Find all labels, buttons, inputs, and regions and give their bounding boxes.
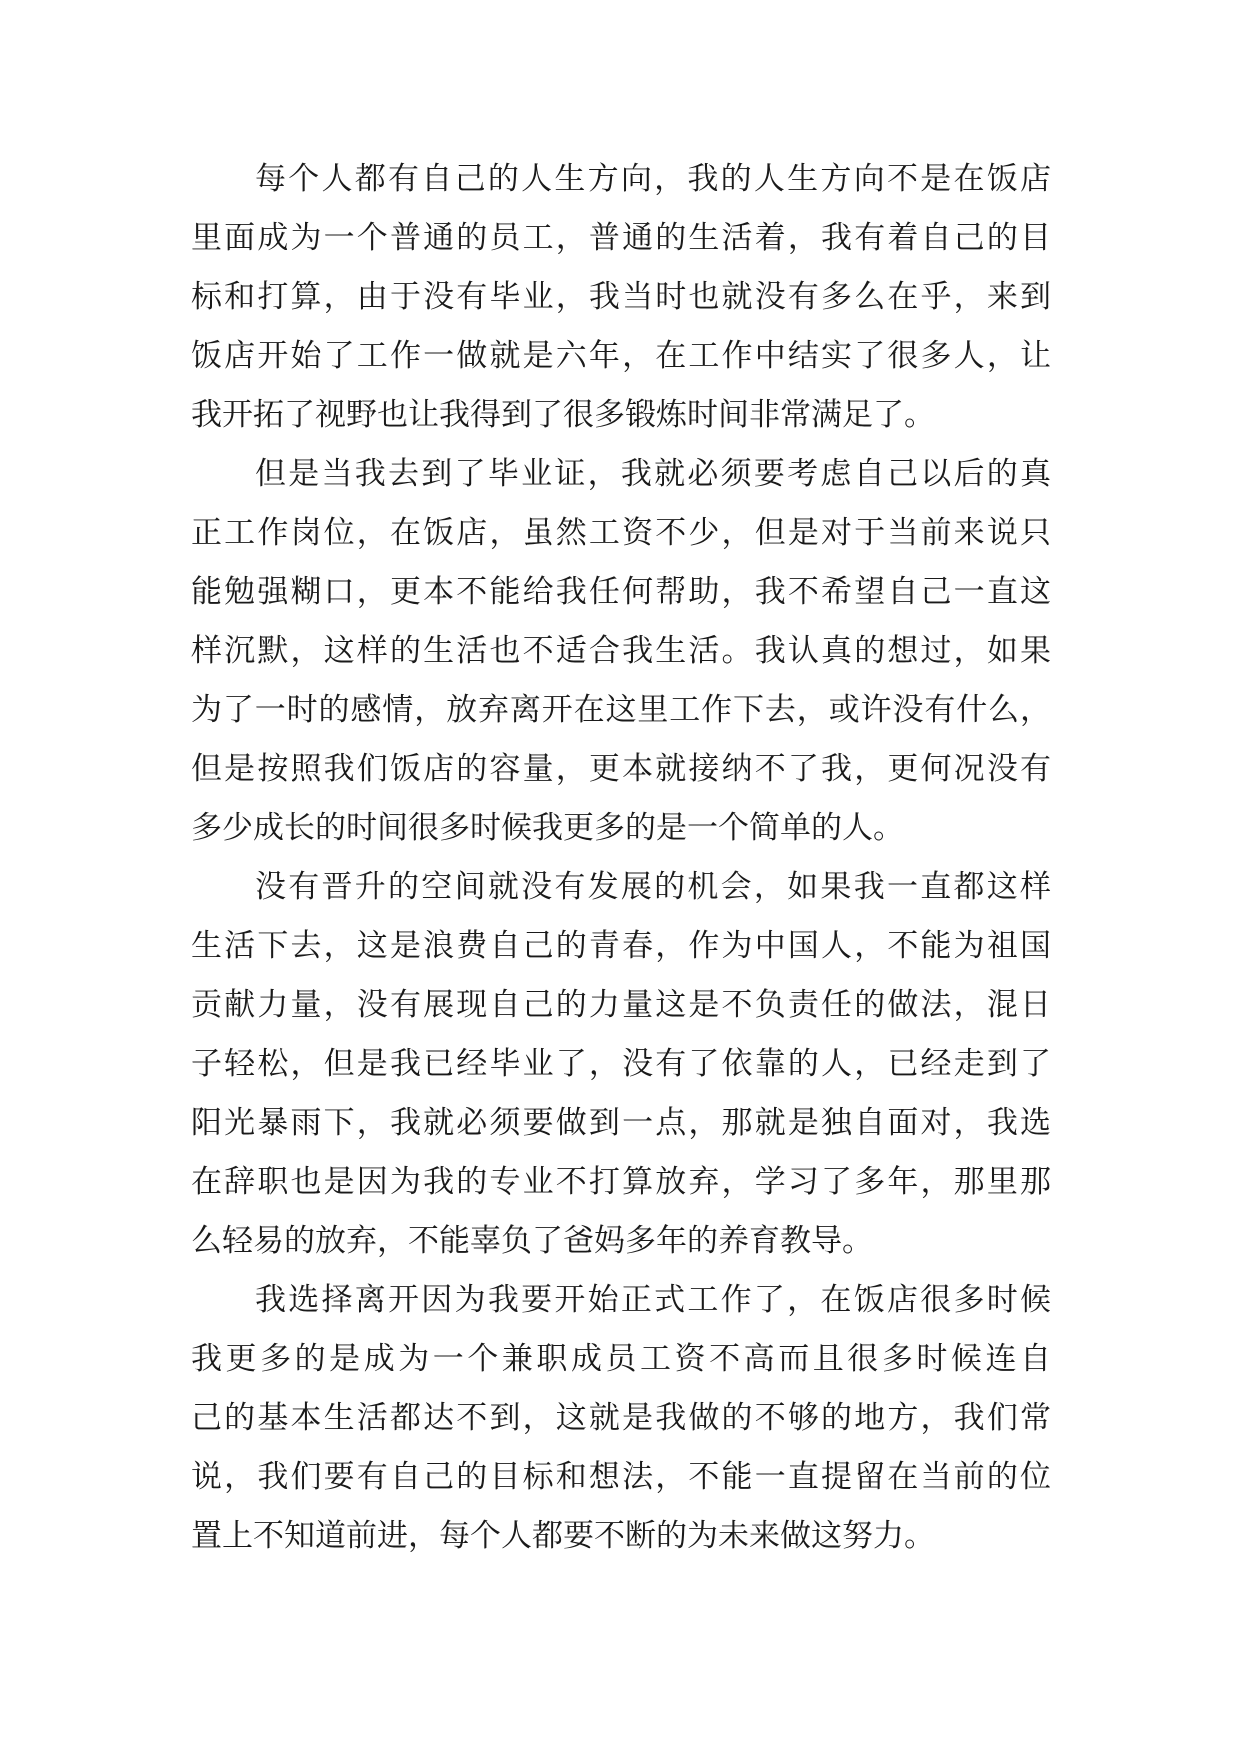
- paragraph-line: 但是当我去到了毕业证，我就必须要考虑自己以后的真: [255, 456, 1051, 492]
- document-body: [191, 150, 1051, 1566]
- paragraph-line: 能勉强糊口，更本不能给我任何帮助，我不希望自己一直这: [191, 574, 1051, 610]
- paragraph-line: 己的基本生活都达不到，这就是我做的不够的地方，我们常: [191, 1400, 1051, 1436]
- paragraph-line: 我开拓了视野也让我得到了很多锻炼时间非常满足了。: [191, 397, 935, 433]
- paragraph-4: [191, 1271, 1051, 1566]
- paragraph-line: 样沉默，这样的生活也不适合我生活。我认真的想过，如果: [191, 633, 1051, 669]
- paragraph-line: 阳光暴雨下，我就必须要做到一点，那就是独自面对，我选: [191, 1105, 1051, 1141]
- paragraph-line: 置上不知道前进，每个人都要不断的为未来做这努力。: [191, 1518, 935, 1554]
- paragraph-line: 饭店开始了工作一做就是六年，在工作中结实了很多人，让: [191, 338, 1051, 374]
- paragraph-line: 生活下去，这是浪费自己的青春，作为中国人，不能为祖国: [191, 928, 1051, 964]
- paragraph-2: [191, 445, 1051, 858]
- paragraph-line: 贡献力量，没有展现自己的力量这是不负责任的做法，混日: [191, 987, 1051, 1023]
- paragraph-line: 为了一时的感情，放弃离开在这里工作下去，或许没有什么，: [191, 692, 1051, 728]
- paragraph-line: 没有晋升的空间就没有发展的机会，如果我一直都这样: [255, 869, 1051, 905]
- paragraph-line: 么轻易的放弃，不能辜负了爸妈多年的养育教导。: [191, 1223, 873, 1259]
- paragraph-line: 我更多的是成为一个兼职成员工资不高而且很多时候连自: [191, 1341, 1051, 1377]
- paragraph-line: 里面成为一个普通的员工，普通的生活着，我有着自己的目: [191, 220, 1051, 256]
- paragraph-line: 在辞职也是因为我的专业不打算放弃，学习了多年，那里那: [191, 1164, 1051, 1200]
- paragraph-3: [191, 858, 1051, 1271]
- paragraph-line: 每个人都有自己的人生方向，我的人生方向不是在饭店: [255, 161, 1051, 197]
- paragraph-1: [191, 150, 1051, 445]
- paragraph-line: 说，我们要有自己的目标和想法，不能一直提留在当前的位: [191, 1459, 1051, 1495]
- paragraph-line: 子轻松，但是我已经毕业了，没有了依靠的人，已经走到了: [191, 1046, 1051, 1082]
- paragraph-line: 我选择离开因为我要开始正式工作了，在饭店很多时候: [255, 1282, 1051, 1318]
- paragraph-line: 正工作岗位，在饭店，虽然工资不少，但是对于当前来说只: [191, 515, 1051, 551]
- paragraph-line: 标和打算，由于没有毕业，我当时也就没有多么在乎，来到: [191, 279, 1051, 315]
- paragraph-line: 多少成长的时间很多时候我更多的是一个简单的人。: [191, 810, 904, 846]
- paragraph-line: 但是按照我们饭店的容量，更本就接纳不了我，更何况没有: [191, 751, 1051, 787]
